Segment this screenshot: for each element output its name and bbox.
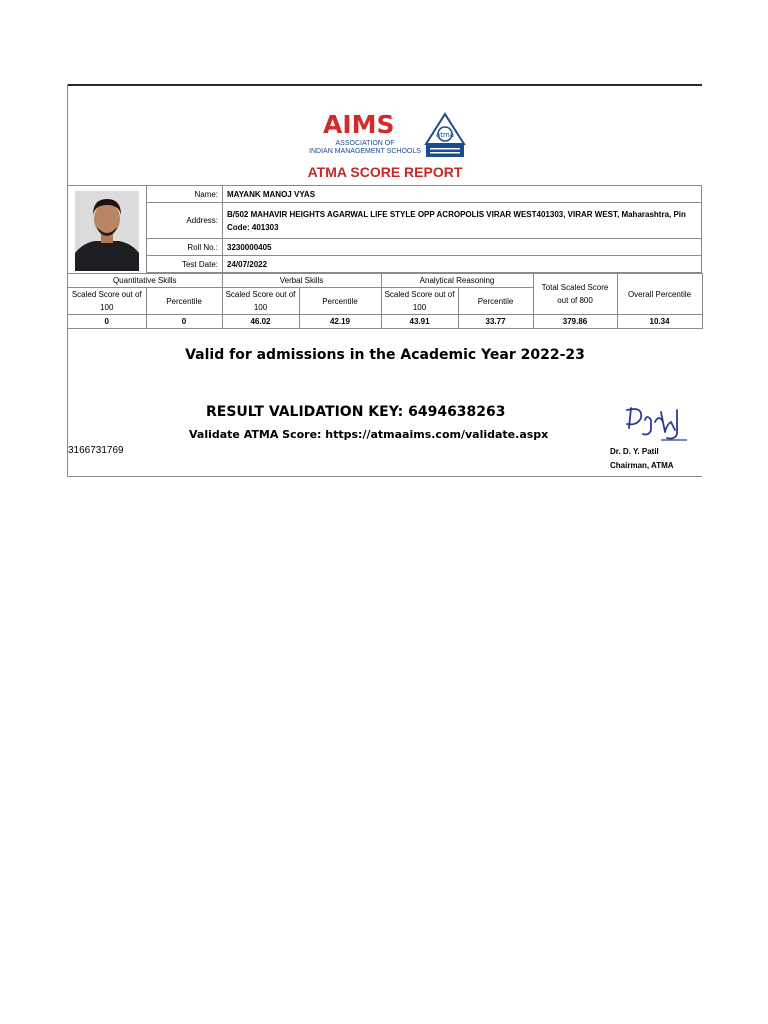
address-row bbox=[147, 203, 702, 239]
top-rule bbox=[68, 84, 702, 86]
quant-percentile-header: Percentile bbox=[146, 288, 222, 315]
scores-table bbox=[68, 273, 703, 329]
report-title: ATMA SCORE REPORT bbox=[307, 164, 463, 180]
name-label: Name: bbox=[147, 186, 223, 203]
address-label: Address: bbox=[147, 203, 223, 239]
candidate-info-table bbox=[146, 185, 702, 273]
aims-logo-subtitle: ASSOCIATION OF INDIAN MANAGEMENT SCHOOLS bbox=[309, 140, 421, 155]
test-date-value: 24/07/2022 bbox=[223, 256, 702, 273]
analytical-percentile-header: Percentile bbox=[458, 288, 533, 315]
signer-title: Chairman, ATMA bbox=[610, 461, 674, 470]
verbal-percentile-value: 42.19 bbox=[299, 315, 381, 329]
signer-name: Dr. D. Y. Patil bbox=[610, 447, 659, 456]
name-value: MAYANK MANOJ VYAS bbox=[223, 186, 702, 203]
analytical-scaled-header: Scaled Score out of 100 bbox=[381, 288, 458, 315]
validation-key: RESULT VALIDATION KEY: 6494638263 bbox=[206, 404, 506, 420]
verbal-scaled-value: 46.02 bbox=[222, 315, 299, 329]
overall-percentile-value: 10.34 bbox=[617, 315, 702, 329]
candidate-photo bbox=[75, 191, 139, 271]
aims-logo-text: AIMS bbox=[323, 110, 395, 139]
validate-link-text: Validate ATMA Score: https://atmaaims.com/validate.aspx bbox=[189, 428, 549, 441]
date-row bbox=[147, 256, 702, 273]
test-date-label: Test Date: bbox=[147, 256, 223, 273]
aims-logo bbox=[306, 110, 466, 162]
analytical-percentile-value: 33.77 bbox=[458, 315, 533, 329]
roll-value: 3230000405 bbox=[223, 239, 702, 256]
verbal-scaled-header: Scaled Score out of 100 bbox=[222, 288, 299, 315]
overall-percentile-header: Overall Percentile bbox=[617, 274, 702, 315]
group-header-row bbox=[68, 274, 702, 288]
analytical-scaled-value: 43.91 bbox=[381, 315, 458, 329]
verbal-percentile-header: Percentile bbox=[299, 288, 381, 315]
score-values-row bbox=[68, 315, 702, 329]
total-score-header: Total Scaled Score out of 800 bbox=[533, 274, 617, 315]
signer-block bbox=[610, 445, 674, 473]
quant-scaled-value: 0 bbox=[68, 315, 146, 329]
signature-image bbox=[621, 400, 697, 446]
roll-label: Roll No.: bbox=[147, 239, 223, 256]
group-verbal: Verbal Skills bbox=[222, 274, 381, 288]
quant-percentile-value: 0 bbox=[146, 315, 222, 329]
group-analytical: Analytical Reasoning bbox=[381, 274, 533, 288]
atma-logo-icon bbox=[424, 112, 466, 158]
svg-text:atma: atma bbox=[435, 131, 455, 139]
total-score-value: 379.86 bbox=[533, 315, 617, 329]
name-row bbox=[147, 186, 702, 203]
score-report bbox=[67, 84, 702, 477]
serial-number: 3166731769 bbox=[68, 445, 124, 456]
address-value: B/502 MAHAVIR HEIGHTS AGARWAL LIFE STYLE OPP ACROPOLIS VIRAR WEST401303, VIRAR WEST, Maharashtra, Pin Code: 401303 bbox=[223, 203, 702, 239]
group-quant: Quantitative Skills bbox=[68, 274, 222, 288]
roll-row bbox=[147, 239, 702, 256]
validity-text: Valid for admissions in the Academic Year 2022-23 bbox=[185, 347, 585, 363]
quant-scaled-header: Scaled Score out of 100 bbox=[68, 288, 146, 315]
photo-cell bbox=[68, 185, 147, 273]
